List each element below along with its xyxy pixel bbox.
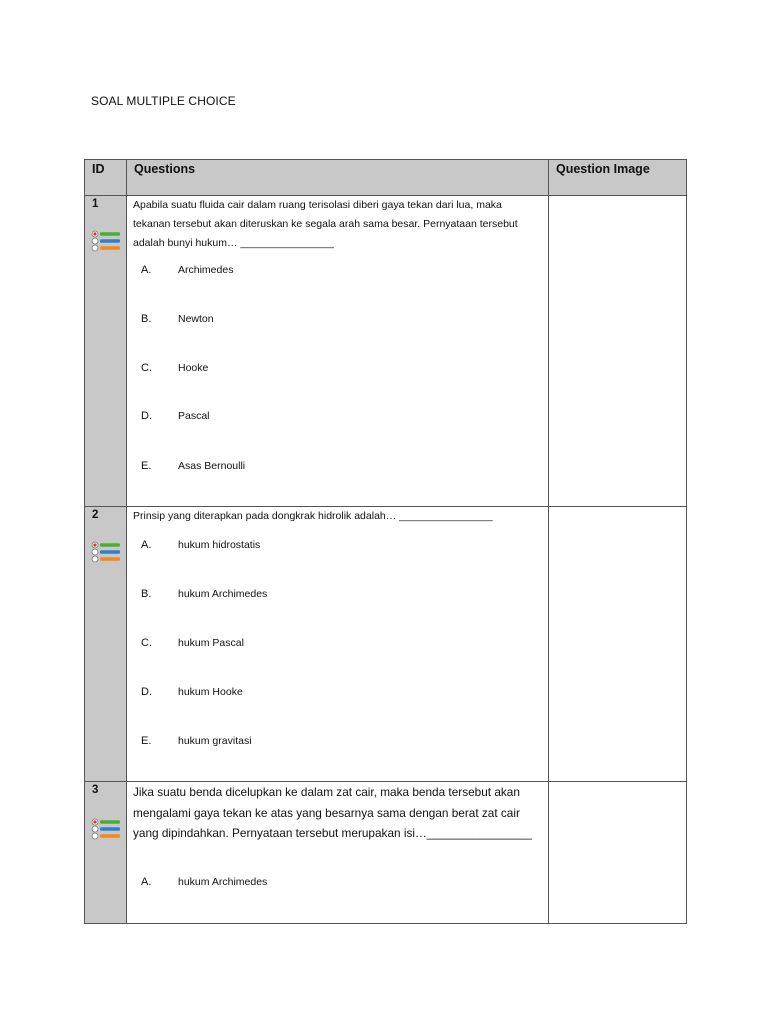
- option-letter: A.: [141, 539, 152, 551]
- questions-table: [84, 159, 687, 924]
- document-title: SOAL MULTIPLE CHOICE: [91, 94, 236, 108]
- option-text: Newton: [178, 313, 214, 325]
- option-text: hukum hidrostatis: [178, 539, 261, 551]
- question-id: 3: [92, 784, 99, 796]
- question-image-cell: [549, 782, 687, 924]
- table-row: [85, 782, 687, 924]
- option-letter: A.: [141, 876, 152, 888]
- question-cell: [127, 196, 549, 507]
- option-letter: E.: [141, 460, 152, 472]
- option-text: Asas Bernoulli: [178, 460, 246, 472]
- header-questions: Questions: [127, 160, 549, 196]
- option-text: hukum gravitasi: [178, 735, 252, 747]
- option-letter: C.: [141, 362, 152, 374]
- option-letter: B.: [141, 313, 152, 325]
- option-letter: D.: [141, 686, 152, 698]
- option-letter: D.: [141, 410, 152, 422]
- question-text: Apabila suatu fluida cair dalam ruang terisolasi diberi gaya tekan dari lua, maka tekanan tersebut akan diteruskan ke segala arah sama besar. Pernyataan tersebut adalah bunyi hukum… ________________: [133, 199, 518, 249]
- option-text: hukum Archimedes: [178, 876, 268, 888]
- multiple-choice-icon: [91, 818, 121, 842]
- id-cell: [85, 196, 127, 507]
- option-letter: B.: [141, 588, 152, 600]
- option-text: hukum Archimedes: [178, 588, 268, 600]
- header-id: ID: [85, 160, 127, 196]
- question-image-cell: [549, 196, 687, 507]
- question-cell: [127, 507, 549, 782]
- option-text: Archimedes: [178, 264, 234, 276]
- id-cell: [85, 782, 127, 924]
- question-cell: [127, 782, 549, 924]
- question-image-cell: [549, 507, 687, 782]
- question-id: 1: [92, 198, 99, 210]
- option-text: Hooke: [178, 362, 209, 374]
- question-text: Prinsip yang diterapkan pada dongkrak hidrolik adalah… ________________: [133, 510, 493, 522]
- table-header-row: [85, 160, 687, 196]
- table-row: [85, 507, 687, 782]
- option-letter: E.: [141, 735, 152, 747]
- option-text: hukum Pascal: [178, 637, 244, 649]
- multiple-choice-icon: [91, 541, 121, 565]
- option-letter: A.: [141, 264, 152, 276]
- id-cell: [85, 507, 127, 782]
- table-row: [85, 196, 687, 507]
- option-letter: C.: [141, 637, 152, 649]
- option-text: hukum Hooke: [178, 686, 243, 698]
- question-text: Jika suatu benda dicelupkan ke dalam zat cair, maka benda tersebut akan mengalami gaya tekan ke atas yang besarnya sama dengan berat zat cair yang dipindahkan. Pernyataan tersebut merupakan isi…________________: [133, 785, 532, 840]
- option-text: Pascal: [178, 410, 210, 422]
- question-id: 2: [92, 509, 99, 521]
- multiple-choice-icon: [91, 230, 121, 254]
- header-question-image: Question Image: [549, 160, 687, 196]
